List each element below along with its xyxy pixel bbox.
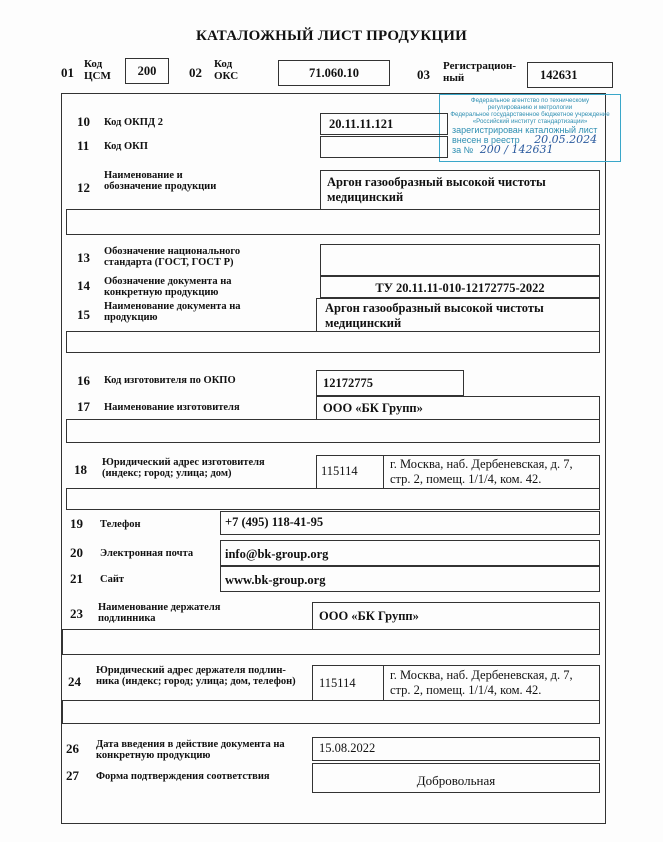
field-number-19: 19	[70, 516, 83, 531]
effective-date-label: Дата введения в действие документа на конкретную продукцию	[96, 739, 285, 761]
product-document-label: Обозначение документа на конкретную продукцию	[104, 276, 232, 298]
document-name-label: Наименование документа на продукцию	[104, 301, 241, 323]
okpd2-label: Код ОКПД 2	[104, 117, 164, 128]
manufacturer-name-label: Наименование изготовителя	[104, 402, 240, 413]
oks-label: Код ОКС	[214, 58, 239, 82]
stamp-line-3: Федеральное государственное бюджетное учреждение	[450, 111, 610, 118]
document-name-value: Аргон газообразный высокой чистоты медицинский	[316, 298, 600, 332]
field-number-01: 01	[61, 65, 74, 80]
national-standard-value	[320, 244, 600, 276]
field-number-14: 14	[77, 278, 90, 293]
field-number-27: 27	[66, 768, 79, 783]
holder-address-extra-line	[62, 700, 600, 724]
field-number-15: 15	[77, 307, 90, 322]
document-title: КАТАЛОЖНЫЙ ЛИСТ ПРОДУКЦИИ	[195, 28, 468, 44]
registration-label: Регистрацион-ный	[443, 60, 517, 84]
document-name-extra-line	[66, 331, 600, 353]
csm-code-value: 200	[125, 58, 169, 84]
national-standard-label: Обозначение национального стандарта (ГОСТ, ГОСТ Р)	[104, 246, 241, 268]
stamp-line-1: Федеральное агентство по техническому	[470, 97, 590, 104]
registration-stamp	[439, 94, 621, 162]
registration-number-value: 142631	[527, 62, 613, 88]
manufacturer-address-extra-line	[66, 488, 600, 510]
field-number-20: 20	[70, 545, 83, 560]
original-holder-label: Наименование держателя подлинника	[98, 602, 221, 624]
manufacturer-name-extra-line	[66, 419, 600, 443]
field-number-11: 11	[77, 138, 90, 153]
okp-value	[320, 136, 448, 158]
field-number-03: 03	[417, 67, 430, 82]
product-name-value: Аргон газообразный высокой чистоты медицинский	[320, 170, 600, 210]
conformity-form-value: Добровольная	[312, 763, 600, 793]
email-value: info@bk-group.org	[220, 540, 600, 566]
website-label: Сайт	[100, 574, 125, 585]
field-number-21: 21	[70, 571, 83, 586]
field-number-18: 18	[74, 462, 87, 477]
field-number-24: 24	[68, 674, 81, 689]
stamp-line-5: зарегистрирован каталожный лист	[452, 125, 598, 135]
okpd2-value: 20.11.11.121	[320, 113, 448, 135]
stamp-handwritten-date: 20.05.2024	[534, 133, 598, 146]
manufacturer-address-value: г. Москва, наб. Дербеневская, д. 7, стр. 2, помещ. 1/1/4, ком. 42.	[383, 455, 600, 489]
product-name-extra-line	[66, 209, 600, 235]
stamp-line-2: регулированию и метрологии	[487, 104, 573, 111]
oks-code-value: 71.060.10	[278, 60, 390, 86]
field-number-02: 02	[189, 65, 202, 80]
manufacturer-name-value: ООО «БК Групп»	[316, 396, 600, 420]
field-number-10: 10	[77, 114, 90, 129]
email-label: Электронная почта	[100, 548, 194, 559]
phone-value: +7 (495) 118-41-95	[220, 511, 600, 535]
field-number-13: 13	[77, 250, 90, 265]
csm-label: Код ЦСМ	[84, 58, 111, 82]
stamp-line-7: за № 200 / 142631	[452, 143, 554, 156]
stamp-line-4: «Российский институт стандартизации»	[472, 118, 588, 125]
field-number-17: 17	[77, 399, 90, 414]
original-holder-value: ООО «БК Групп»	[312, 602, 600, 630]
okp-label: Код ОКП	[104, 141, 148, 152]
conformity-form-label: Форма подтверждения соответствия	[96, 771, 270, 782]
holder-address-value: г. Москва, наб. Дербеневская, д. 7, стр. 2, помещ. 1/1/4, ком. 42.	[383, 665, 600, 701]
holder-address-label: Юридический адрес держателя подлин-ника (индекс; город; улица; дом, телефон)	[96, 665, 296, 687]
stamp-handwritten-number: 200 / 142631	[479, 143, 554, 156]
original-holder-extra-line	[62, 629, 600, 655]
stamp-line-6: внесен в реестр 20.05.2024	[452, 133, 598, 146]
effective-date-value: 15.08.2022	[312, 737, 600, 761]
field-number-26: 26	[66, 741, 79, 756]
website-value: www.bk-group.org	[220, 566, 600, 592]
okpo-value: 12172775	[316, 370, 464, 396]
field-number-12: 12	[77, 180, 90, 195]
manufacturer-address-label: Юридический адрес изготовителя (индекс; город; улица; дом)	[102, 457, 265, 479]
manufacturer-postal-index: 115114	[316, 455, 384, 489]
product-name-label: Наименование и обозначение продукции	[104, 170, 217, 192]
okpo-label: Код изготовителя по ОКПО	[104, 375, 236, 386]
product-document-value: ТУ 20.11.11-010-12172775-2022	[320, 276, 600, 298]
field-number-23: 23	[70, 606, 83, 621]
field-number-16: 16	[77, 373, 90, 388]
phone-label: Телефон	[100, 519, 141, 530]
holder-postal-index: 115114	[312, 665, 384, 701]
